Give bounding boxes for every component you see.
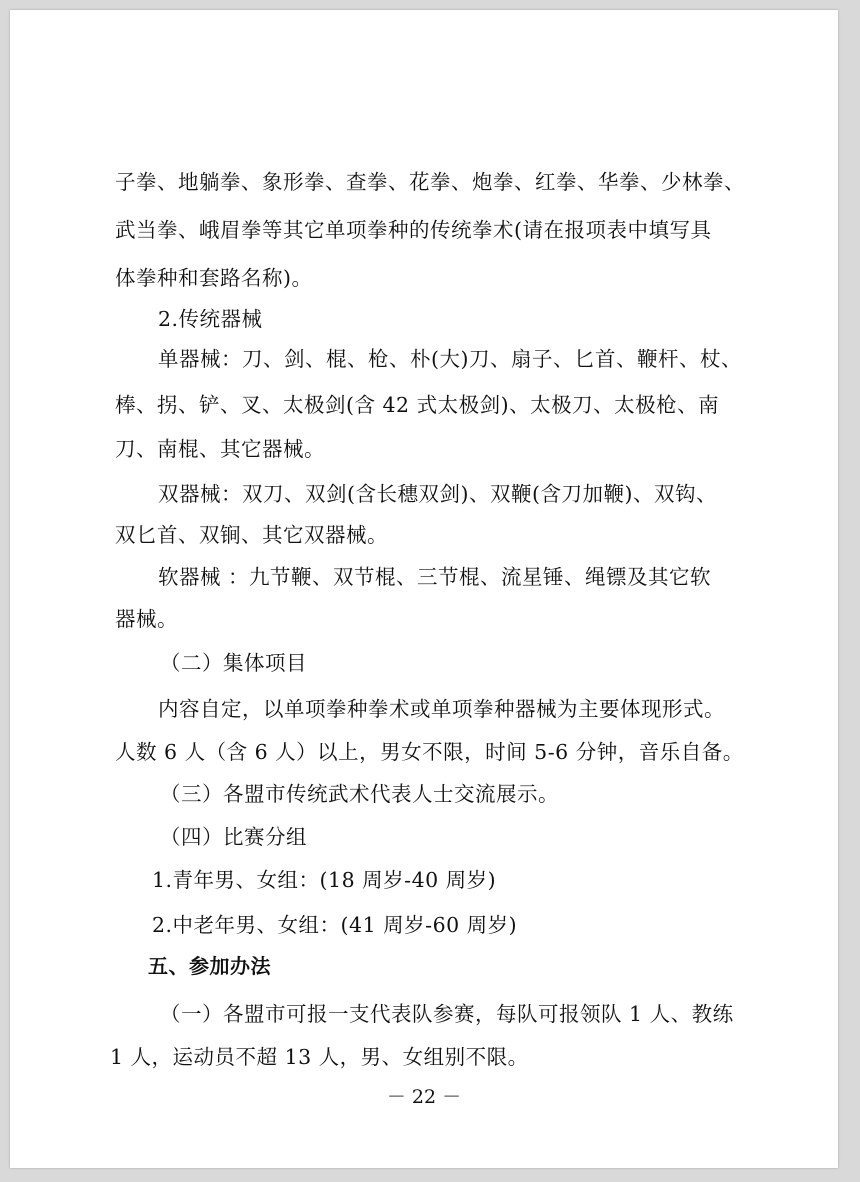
body-line-21: 1 人，运动员不超 13 人，男、女组别不限。: [110, 1045, 529, 1069]
body-line-7: 刀、南棍、其它器械。: [115, 437, 325, 461]
body-line-single-weapons: 单器械：刀、剑、棍、枪、朴(大)刀、扇子、匕首、鞭杆、杖、: [158, 347, 742, 371]
body-line-9: 双匕首、双锏、其它双器械。: [115, 523, 388, 547]
body-line-2: 武当拳、峨眉拳等其它单项拳种的传统拳术(请在报项表中填写具: [115, 218, 712, 242]
group-youth: 1.青年男、女组：(18 周岁-40 周岁): [152, 868, 497, 892]
group-senior: 2.中老年男、女组：(41 周岁-60 周岁): [152, 913, 518, 937]
body-line-3: 体拳种和套路名称)。: [115, 266, 313, 290]
bleed-through-shading: [570, 170, 630, 1070]
body-line-13: 内容自定，以单项拳种拳术或单项拳种器械为主要体现形式。: [158, 697, 725, 721]
body-line-6: 棒、拐、铲、叉、太极剑(含 42 式太极剑)、太极刀、太极枪、南: [115, 393, 720, 417]
document-page: [10, 10, 838, 1168]
subheading-exhibition: （三）各盟市传统武术代表人士交流展示。: [160, 782, 559, 806]
body-line-double-weapons: 双器械：双刀、双剑(含长穗双剑)、双鞭(含刀加鞭)、双钩、: [158, 482, 717, 506]
body-line-1: 子拳、地躺拳、象形拳、查拳、花拳、炮拳、红拳、华拳、少林拳、: [115, 170, 745, 194]
body-line-soft-weapons: 软器械 ：九节鞭、双节棍、三节棍、流星锤、绳镖及其它软: [158, 565, 712, 589]
subheading-competition-groups: （四）比赛分组: [160, 825, 307, 849]
subheading-traditional-weapons: 2.传统器械: [158, 307, 263, 331]
subheading-group-events: （二）集体项目: [160, 651, 307, 675]
body-line-11: 器械。: [115, 607, 178, 631]
section-heading-participation: 五、参加办法: [148, 954, 271, 978]
body-line-20: （一）各盟市可报一支代表队参赛，每队可报领队 1 人、教练: [160, 1002, 734, 1026]
page-number: － 22 －: [386, 1086, 462, 1108]
body-line-14: 人数 6 人（含 6 人）以上，男女不限，时间 5-6 分钟，音乐自备。: [115, 740, 744, 764]
